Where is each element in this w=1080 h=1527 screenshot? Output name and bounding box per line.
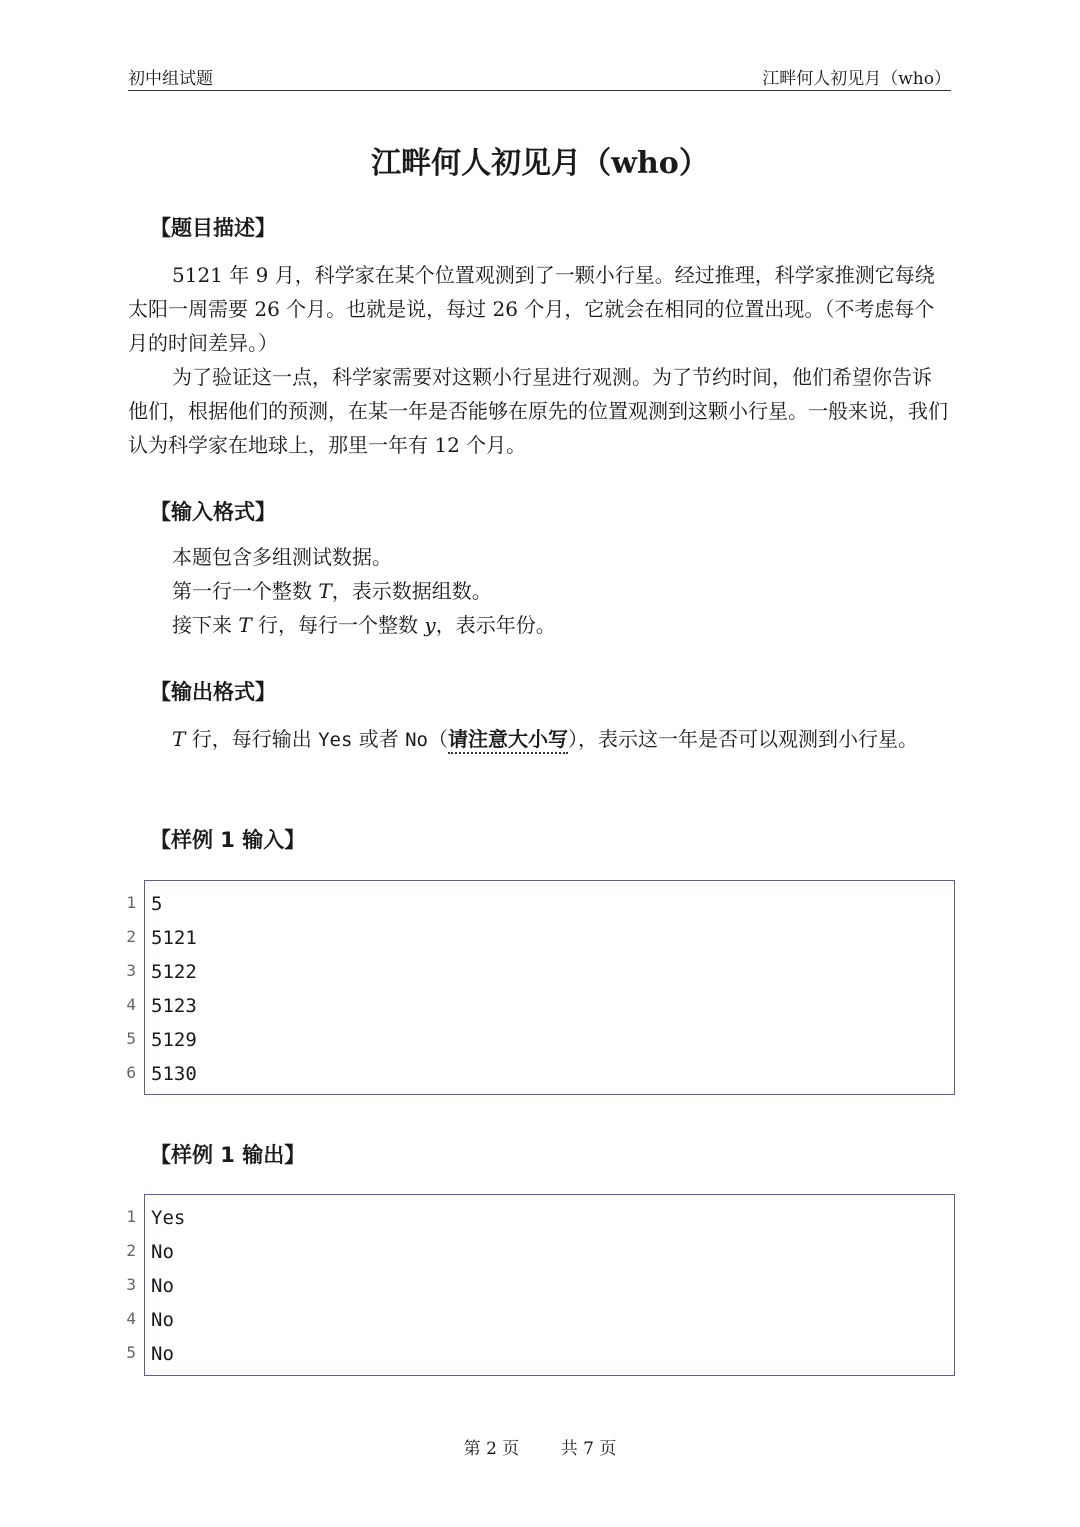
header-left: 初中组试题: [128, 69, 213, 89]
sample-input-code: [144, 880, 955, 1095]
code-line: 5129: [151, 1029, 197, 1051]
code-line: 5130: [151, 1063, 197, 1085]
sample-input-line-numbers: 1 2 3 4 5 6: [126, 893, 136, 1082]
output-format-body: [128, 722, 951, 757]
sample-output-heading: 【样例 1 输出】: [150, 1143, 306, 1167]
header-right: 江畔何人初见月（who）: [762, 69, 951, 89]
page-header: [128, 62, 951, 91]
emphasis-case-note: 请注意大小写: [448, 727, 568, 754]
code-line: 5121: [151, 927, 197, 949]
code-line: No: [151, 1343, 174, 1365]
sample-input-heading: 【样例 1 输入】: [150, 828, 306, 852]
code-line: Yes: [151, 1207, 186, 1229]
code-line: No: [151, 1241, 174, 1263]
output-paragraph: T 行，每行输出 Yes 或者 No（请注意大小写），表示这一年是否可以观测到小行星。: [128, 722, 951, 757]
output-format-heading: 【输出格式】: [150, 680, 276, 704]
input-line-1: 本题包含多组测试数据。: [172, 545, 392, 569]
code-line: No: [151, 1309, 174, 1331]
sample-output-line-numbers: 1 2 3 4 5: [126, 1207, 136, 1362]
problem-title: 江畔何人初见月（who）: [371, 146, 709, 181]
page-total: 共 7 页: [560, 1439, 617, 1459]
input-line-2: 第一行一个整数 T，表示数据组数。: [172, 579, 492, 603]
code-line: 5123: [151, 995, 197, 1017]
input-format-body: [128, 540, 951, 642]
input-format-heading: 【输入格式】: [150, 500, 276, 524]
input-line-3: 接下来 T 行，每行一个整数 y，表示年份。: [172, 613, 556, 637]
description-paragraph-2: 为了验证这一点，科学家需要对这颗小行星进行观测。为了节约时间，他们希望你告诉他们，根据他们的预测，在某一年是否能够在原先的位置观测到这颗小行星。一般来说，我们认为科学家在地球上，那里一年有 12 个月。: [128, 365, 948, 457]
sample-output-code: [144, 1194, 955, 1376]
page-number: 第 2 页: [463, 1439, 520, 1459]
description-paragraph-1: 5121 年 9 月，科学家在某个位置观测到了一颗小行星。经过推理，科学家推测它每绕太阳一周需要 26 个月。也就是说，每过 26 个月，它就会在相同的位置出现。（不考虑每个月的时间差异。）: [128, 263, 935, 355]
description-body: [128, 258, 951, 462]
page-footer: [0, 1434, 1080, 1459]
code-line: No: [151, 1275, 174, 1297]
code-line: 5: [151, 893, 163, 915]
code-line: 5122: [151, 961, 197, 983]
description-heading: 【题目描述】: [150, 216, 276, 240]
